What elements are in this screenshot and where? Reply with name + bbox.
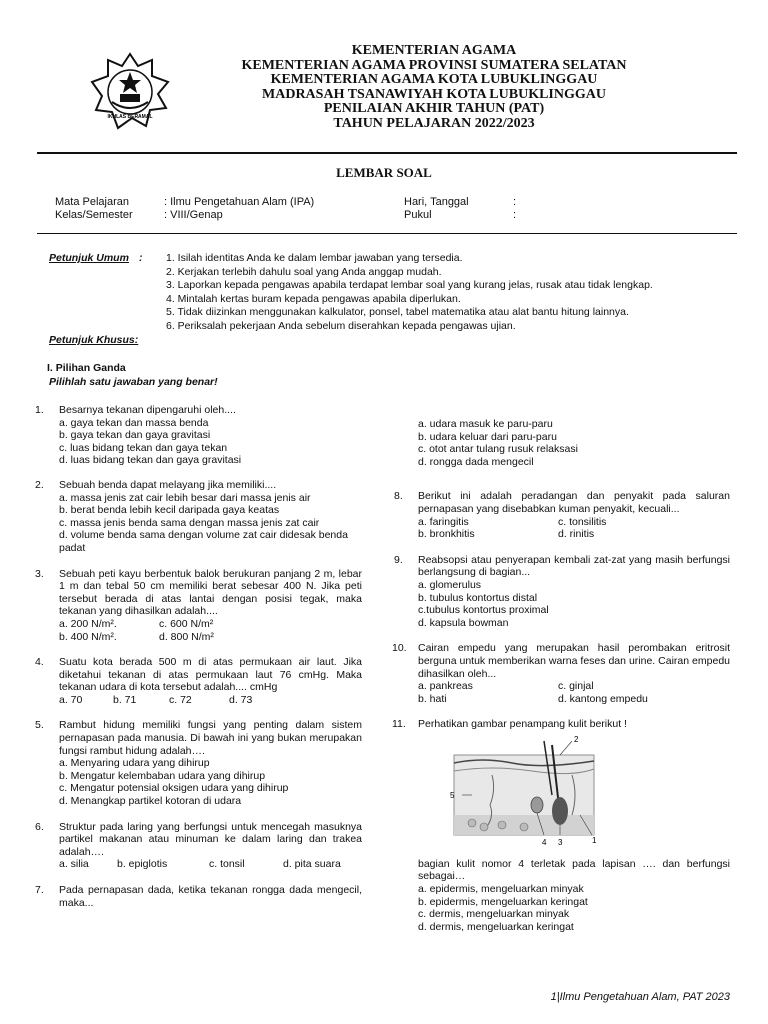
question-text: Besarnya tekanan dipengaruhi oleh....: [59, 404, 236, 416]
skin-cross-section-figure: [432, 735, 602, 850]
question-followup: bagian kulit nomor 4 terletak pada lapisan …. dan berfungsi sebagai…: [418, 857, 730, 883]
option-b: b. gaya tekan dan gaya gravitasi: [59, 429, 211, 442]
option-a: a. Menyaring udara yang dihirup: [59, 757, 210, 770]
option-a: a. 70: [59, 693, 83, 706]
question-number: 11.: [392, 718, 406, 731]
header-divider: [37, 152, 737, 154]
option-a: a. silia: [59, 858, 89, 871]
option-b: b. epiglotis: [117, 858, 168, 871]
question-text: Cairan empedu yang merupakan hasil perombakan eritrosit berguna untuk memberikan warna feses dan urine. Cairan empedu dihasilkan oleh...: [418, 642, 730, 680]
option-c: c. otot antar tulang rusuk relaksasi: [418, 443, 578, 456]
option-a: a. glomerulus: [418, 578, 482, 591]
option-b: b. tubulus kontortus distal: [418, 591, 538, 604]
option-c: c. massa jenis benda sama dengan massa jenis zat cair: [59, 516, 320, 529]
header-line: KEMENTERIAN AGAMA: [351, 43, 517, 58]
option-d: d. kapsula bowman: [418, 616, 509, 629]
kelas-label: Kelas/Semester: [55, 209, 133, 221]
instruction-item: 2. Kerjakan terlebih dahulu soal yang Anda anggap mudah.: [166, 265, 442, 278]
logo-motto: IKHLAS BERAMAL: [107, 114, 153, 120]
question-text: Pada pernapasan dada, ketika tekanan rongga dada mengecil, maka...: [59, 884, 362, 909]
question-number: 6.: [35, 820, 44, 833]
fig-label-2: 2: [574, 734, 579, 744]
header-line: KEMENTERIAN AGAMA KOTA LUBUKLINGGAU: [270, 72, 598, 88]
petunjuk-umum-label: Petunjuk Umum: [49, 252, 129, 264]
kelas-value: : VIII/Genap: [164, 209, 223, 221]
option-d: d. pita suara: [283, 858, 341, 871]
instruction-item: 3. Laporkan kepada pengawas apabila terdapat lembar soal yang kurang jelas, rusak atau tidak lengkap.: [166, 279, 653, 292]
question-number: 1.: [35, 404, 44, 416]
question-2: [35, 478, 362, 555]
option-a: a. pankreas: [418, 680, 473, 693]
instruction-item: 6. Periksalah pekerjaan Anda sebelum diserahkan kepada pengawas ujian.: [166, 319, 516, 332]
page-title: LEMBAR SOAL: [336, 165, 432, 180]
option-d: d. kantong empedu: [558, 692, 648, 705]
option-d: d. 800 N/m²: [159, 630, 214, 643]
option-d: d. luas bidang tekan dan gaya gravitasi: [59, 454, 242, 467]
option-a: a. epidermis, mengeluarkan minyak: [418, 883, 584, 896]
option-c: c. 72: [169, 693, 192, 706]
option-b: b. epidermis, mengeluarkan keringat: [418, 895, 588, 908]
option-b: b. berat benda lebih kecil daripada gaya keatas: [59, 504, 280, 517]
question-number: 9.: [394, 553, 403, 566]
letterhead: [120, 44, 768, 132]
petunjuk-umum-list: [166, 252, 653, 334]
question-text: Reabsopsi atau penyerapan kembali zat-zat yang masih berfungsi berlangsung di bagian...: [418, 553, 730, 579]
question-7-options: [418, 418, 730, 468]
option-d: d. rinitis: [558, 528, 595, 541]
question-text: Berikut ini adalah peradangan dan penyakit pada saluran pernapasan yang disebabkan kuman penyakit, kecuali...: [418, 490, 730, 515]
option-b: b. hati: [418, 692, 447, 705]
option-c: c. luas bidang tekan dan gaya tekan: [59, 441, 228, 454]
question-text: Struktur pada laring yang berfungsi untuk mencegah masuknya partikel makanan atau minuman ke dalam laring dan trakea adalah….: [59, 820, 362, 858]
question-1: [35, 404, 362, 467]
section-title: I. Pilihan Ganda: [47, 362, 126, 374]
option-a: a. gaya tekan dan massa benda: [59, 416, 209, 429]
question-4: [35, 656, 362, 706]
option-d: d. rongga dada mengecil: [418, 455, 534, 468]
hari-value: :: [513, 196, 517, 208]
option-a: a. massa jenis zat cair lebih besar dari massa jenis air: [59, 491, 311, 504]
option-c: c.tubulus kontortus proximal: [418, 604, 549, 617]
option-d: d. 73: [229, 693, 253, 706]
mapel-label: Mata Pelajaran: [55, 196, 129, 208]
instruction-item: 4. Mintalah kertas buram kepada pengawas apabila diperlukan.: [166, 292, 461, 305]
fig-label-1: 1: [592, 835, 597, 845]
question-number: 5.: [35, 719, 44, 732]
left-column: [35, 404, 362, 922]
question-7: [35, 884, 362, 909]
question-number: 2.: [35, 478, 44, 491]
option-c: c. tonsilitis: [558, 515, 607, 528]
option-c: c. tonsil: [209, 858, 245, 871]
option-c: c. Mengatur potensial oksigen udara yang dihirup: [59, 782, 289, 795]
question-number: 10.: [392, 642, 407, 655]
option-a: a. 200 N/m².: [59, 617, 117, 630]
option-c: c. dermis, mengeluarkan minyak: [418, 908, 570, 921]
option-b: b. Mengatur kelembaban udara yang dihirup: [59, 769, 266, 782]
question-8: [394, 490, 730, 541]
option-c: c. 600 N/m²: [159, 617, 214, 630]
question-number: 3.: [35, 567, 44, 580]
option-b: b. 71: [113, 693, 137, 706]
petunjuk-khusus-label: Petunjuk Khusus:: [49, 334, 139, 346]
header-line: TAHUN PELAJARAN 2022/2023: [333, 115, 535, 131]
option-d: d. Menangkap partikel kotoran di udara: [59, 795, 242, 808]
fig-label-4: 4: [542, 837, 547, 847]
mapel-value: : Ilmu Pengetahuan Alam (IPA): [164, 196, 315, 208]
question-number: 8.: [394, 490, 403, 503]
page-footer: 1|Ilmu Pengetahuan Alam, PAT 2023: [550, 991, 730, 1003]
hari-label: Hari, Tanggal: [404, 196, 469, 208]
question-9: [394, 553, 730, 630]
question-text: Rambut hidung memiliki fungsi yang penting dalam sistem pernapasan pada manusia. Di bawah ini yang bukan merupakan fungsi rambut hidung adalah….: [59, 719, 362, 757]
question-10: [392, 642, 730, 705]
option-a: a. udara masuk ke paru-paru: [418, 418, 553, 430]
section-instruction: Pilihlah satu jawaban yang benar!: [49, 376, 218, 388]
option-c: c. ginjal: [558, 680, 594, 693]
pukul-value: :: [513, 209, 517, 221]
question-6: [35, 820, 362, 871]
option-d: d. dermis, mengeluarkan keringat: [418, 920, 574, 933]
petunjuk-umum-colon: :: [139, 252, 143, 264]
question-5: [35, 719, 362, 808]
fig-label-5: 5: [450, 790, 455, 800]
fig-label-3: 3: [558, 837, 563, 847]
option-b: b. 400 N/m².: [59, 630, 117, 643]
instruction-item: 5. Tidak diizinkan menggunakan kalkulator, ponsel, tabel matematika atau alat bantu hitung lainnya.: [166, 306, 629, 319]
right-column: [392, 418, 730, 946]
question-number: 4.: [35, 656, 44, 669]
question-text: Sebuah benda dapat melayang jika memiliki....: [59, 478, 277, 491]
option-d: d. volume benda sama dengan volume zat cair didesak benda padat: [59, 529, 348, 554]
question-number: 7.: [35, 884, 44, 896]
question-11: [392, 718, 730, 933]
header-line: PENILAIAN AKHIR TAHUN (PAT): [323, 101, 545, 117]
question-text: Perhatikan gambar penampang kulit berikut !: [418, 718, 627, 731]
question-text: Suatu kota berada 500 m di atas permukaan air laut. Jika diketahui tekanan di atas permukaan laut 76 cmHg. Maka tekanan udara di kota tersebut adalah.... cmHg: [59, 656, 362, 694]
question-3: [35, 567, 362, 644]
pukul-label: Pukul: [404, 209, 432, 221]
option-a: a. faringitis: [418, 515, 469, 528]
header-line: MADRASAH TSANAWIYAH KOTA LUBUKLINGGAU: [262, 86, 606, 102]
identity-divider: [37, 233, 737, 234]
question-text: Sebuah peti kayu berbentuk balok berukuran panjang 2 m, lebar 1 m dan tebal 50 cm memiliki berat sebesar 400 N. Jika peti tersebut berada di atas lantai dengan posisi tegak, maka tekanan yang dihasilkan adalah....: [59, 567, 362, 618]
option-b: b. udara keluar dari paru-paru: [418, 430, 557, 443]
header-line: KEMENTERIAN AGAMA PROVINSI SUMATERA SELATAN: [241, 57, 627, 73]
instruction-item: 1. Isilah identitas Anda ke dalam lembar jawaban yang tersedia.: [166, 252, 463, 264]
option-b: b. bronkhitis: [418, 528, 475, 541]
